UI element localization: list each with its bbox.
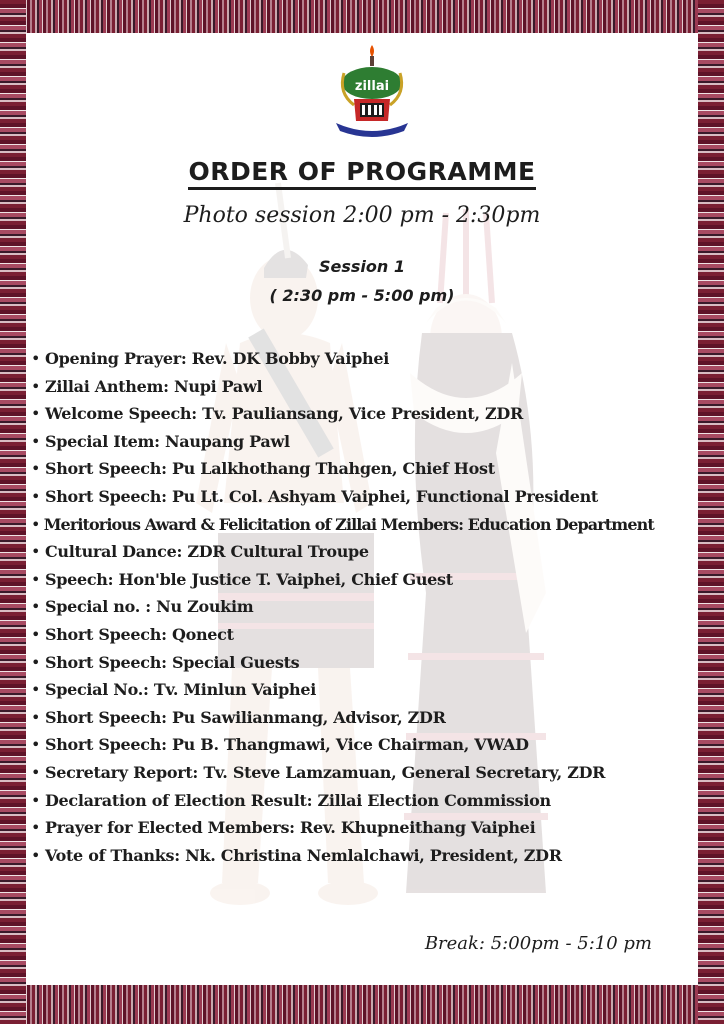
item-detail: Rev. Khupneithang Vaiphei (294, 818, 536, 838)
item-detail: Nk. Christina Nemlalchawi, President, ZDR (179, 845, 562, 865)
programme-item (31, 455, 654, 483)
break-time: Break: 5:00pm - 5:10 pm (424, 933, 652, 954)
session-label: Session 1 (319, 257, 405, 276)
zillai-logo (332, 43, 412, 137)
item-detail: Pu Sawilianmang, Advisor, ZDR (166, 707, 446, 727)
woven-border-left (0, 0, 26, 1024)
bullet: • (31, 818, 41, 838)
programme-item (31, 511, 654, 539)
programme-item (31, 787, 654, 815)
bullet: • (31, 597, 41, 617)
bullet: • (31, 735, 41, 755)
item-role: Cultural Dance: (44, 542, 183, 562)
bullet: • (31, 680, 41, 700)
woven-border-right (698, 0, 724, 1024)
programme-item (31, 731, 654, 759)
bullet: • (31, 845, 41, 865)
bullet: • (31, 486, 41, 506)
session-time-range: ( 2:30 pm - 5:00 pm) (269, 286, 455, 305)
item-role: Special No.: (44, 680, 149, 700)
item-detail: Education Department (463, 514, 654, 534)
programme-item (31, 759, 654, 787)
item-role: Vote of Thanks: (44, 845, 180, 865)
item-role: Short Speech: (44, 486, 167, 506)
bullet: • (31, 404, 41, 424)
item-detail: Pu Lalkhothang Thahgen, Chief Host (166, 459, 495, 479)
item-role: Opening Prayer: (44, 349, 187, 368)
item-detail: Hon'ble Justice T. Vaiphei, Chief Guest (113, 569, 453, 589)
item-role: Short Speech: (44, 707, 167, 727)
item-role: Declaration of Election Result: (44, 790, 313, 810)
bullet: • (31, 542, 41, 562)
bullet: • (31, 349, 41, 368)
item-role: Zillai Anthem: (44, 376, 169, 396)
programme-item (31, 538, 654, 566)
programme-sheet (26, 33, 698, 985)
logo-wordmark: zillai (354, 79, 390, 94)
item-role: Short Speech: (44, 735, 167, 755)
item-role: Welcome Speech: (44, 404, 197, 424)
programme-item (31, 704, 654, 732)
photo-session-time: Photo session 2:00 pm - 2:30pm (183, 203, 541, 228)
item-detail: Zillai Election Commission (312, 790, 551, 810)
item-role: Meritorious Award & Felicitation of Zillai Members: (43, 514, 464, 534)
bullet: • (31, 790, 41, 810)
item-detail: Tv. Pauliansang, Vice President, ZDR (196, 404, 523, 424)
bullet: • (31, 514, 40, 534)
item-detail: Tv. Steve Lamzamuan, General Secretary, ZDR (198, 762, 606, 782)
bullet: • (31, 652, 41, 672)
item-detail: Tv. Minlun Vaiphei (148, 680, 317, 700)
item-role: Short Speech: (44, 624, 167, 644)
programme-item (31, 566, 654, 594)
bullet: • (31, 624, 41, 644)
item-role: Short Speech: (44, 652, 167, 672)
programme-item (31, 400, 654, 428)
programme-list (31, 345, 654, 869)
item-role: Special Item: (44, 431, 160, 451)
item-detail: Pu Lt. Col. Ashyam Vaiphei, Functional President (166, 486, 599, 506)
bullet: • (31, 431, 41, 451)
programme-item (31, 842, 654, 870)
programme-item (31, 621, 654, 649)
item-detail: Special Guests (166, 652, 300, 672)
item-detail: Naupang Pawl (159, 431, 290, 451)
programme-item (31, 814, 654, 842)
page-title (26, 157, 698, 186)
item-detail: Pu B. Thangmawi, Vice Chairman, VWAD (166, 735, 529, 755)
item-role: Prayer for Elected Members: (44, 818, 295, 838)
programme-item (31, 483, 654, 511)
item-detail: Nu Zoukim (150, 597, 254, 617)
item-role: Secretary Report: (44, 762, 199, 782)
bullet: • (31, 762, 41, 782)
page-title-text: ORDER OF PROGRAMME (188, 157, 535, 190)
item-role: Speech: (44, 569, 114, 589)
programme-item (31, 649, 654, 677)
item-detail: Qonect (166, 624, 234, 644)
programme-item (31, 428, 654, 456)
item-detail: Nupi Pawl (168, 376, 263, 396)
bullet: • (31, 376, 41, 396)
item-role: Special no. : (44, 597, 151, 617)
item-role: Short Speech: (44, 459, 167, 479)
programme-item (31, 593, 654, 621)
bullet: • (31, 569, 41, 589)
item-detail: Rev. DK Bobby Vaiphei (186, 349, 390, 368)
bullet: • (31, 707, 41, 727)
item-detail: ZDR Cultural Troupe (182, 542, 369, 562)
bullet: • (31, 459, 41, 479)
programme-item (31, 345, 654, 373)
programme-item (31, 373, 654, 401)
programme-item (31, 676, 654, 704)
